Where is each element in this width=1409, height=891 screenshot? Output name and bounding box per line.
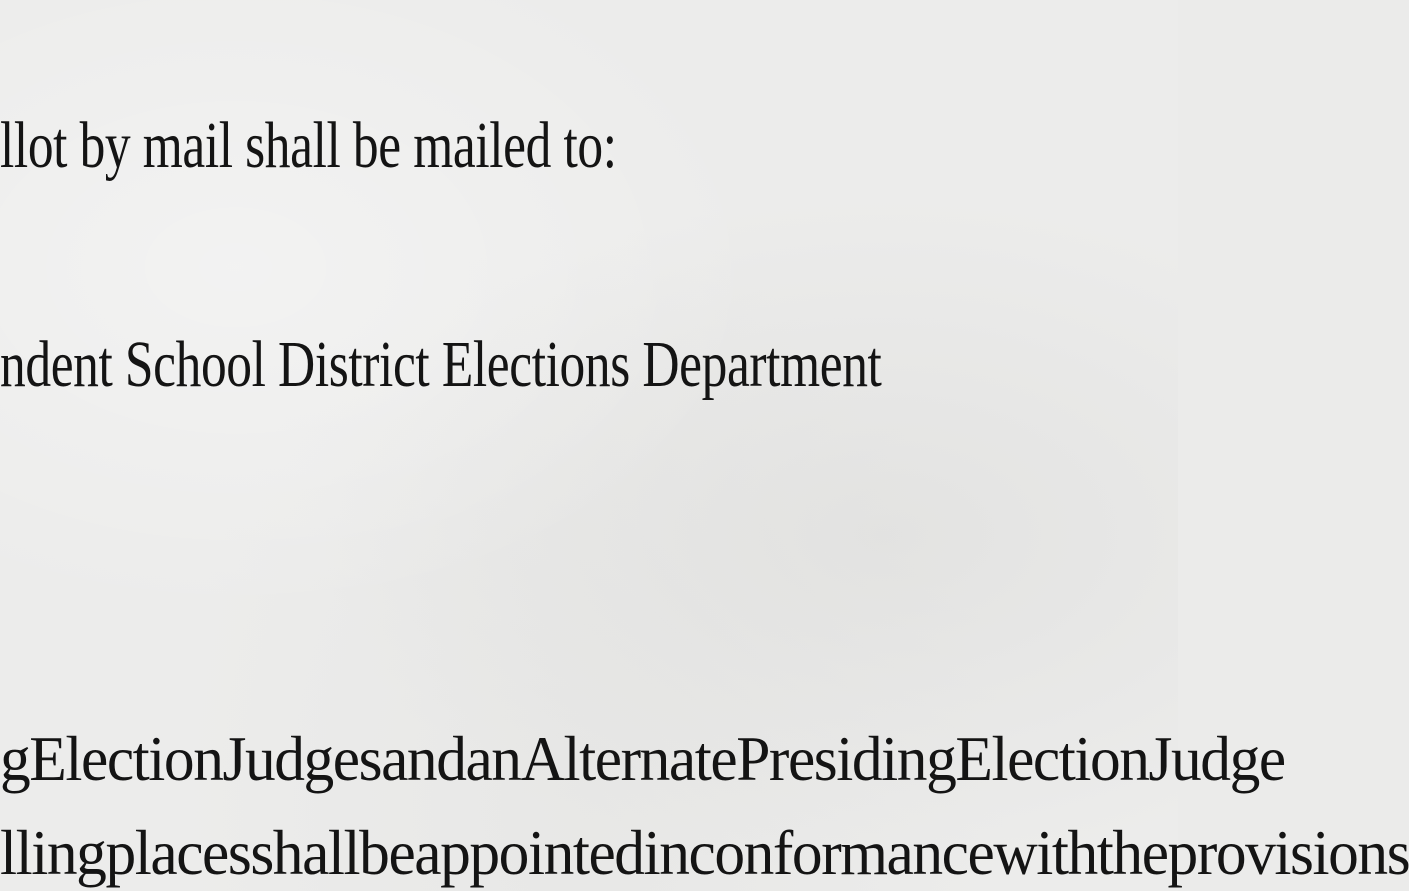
word: appointed	[414, 817, 644, 888]
paragraph-line-1	[0, 722, 1285, 796]
word: provisions	[1167, 817, 1409, 888]
word: Alternate	[520, 723, 737, 794]
department-name-line: ndent School District Elections Department	[0, 328, 882, 401]
word: the	[1096, 817, 1168, 888]
word: shall	[250, 817, 360, 888]
word: be	[359, 817, 415, 888]
word: conformance	[688, 817, 994, 888]
word: Election	[29, 723, 223, 794]
word: Judge	[1148, 723, 1285, 794]
word: lling	[0, 817, 106, 888]
word: g	[0, 723, 30, 794]
word: an	[465, 723, 521, 794]
word: with	[993, 817, 1097, 888]
word: and	[381, 723, 466, 794]
word: Judges	[222, 723, 382, 794]
word: Presiding	[736, 723, 956, 794]
paragraph-line-2	[0, 816, 1409, 890]
mail-instruction-line: llot by mail shall be mailed to:	[0, 109, 617, 182]
word: in	[643, 817, 689, 888]
word: places	[105, 817, 251, 888]
word: Election	[955, 723, 1149, 794]
